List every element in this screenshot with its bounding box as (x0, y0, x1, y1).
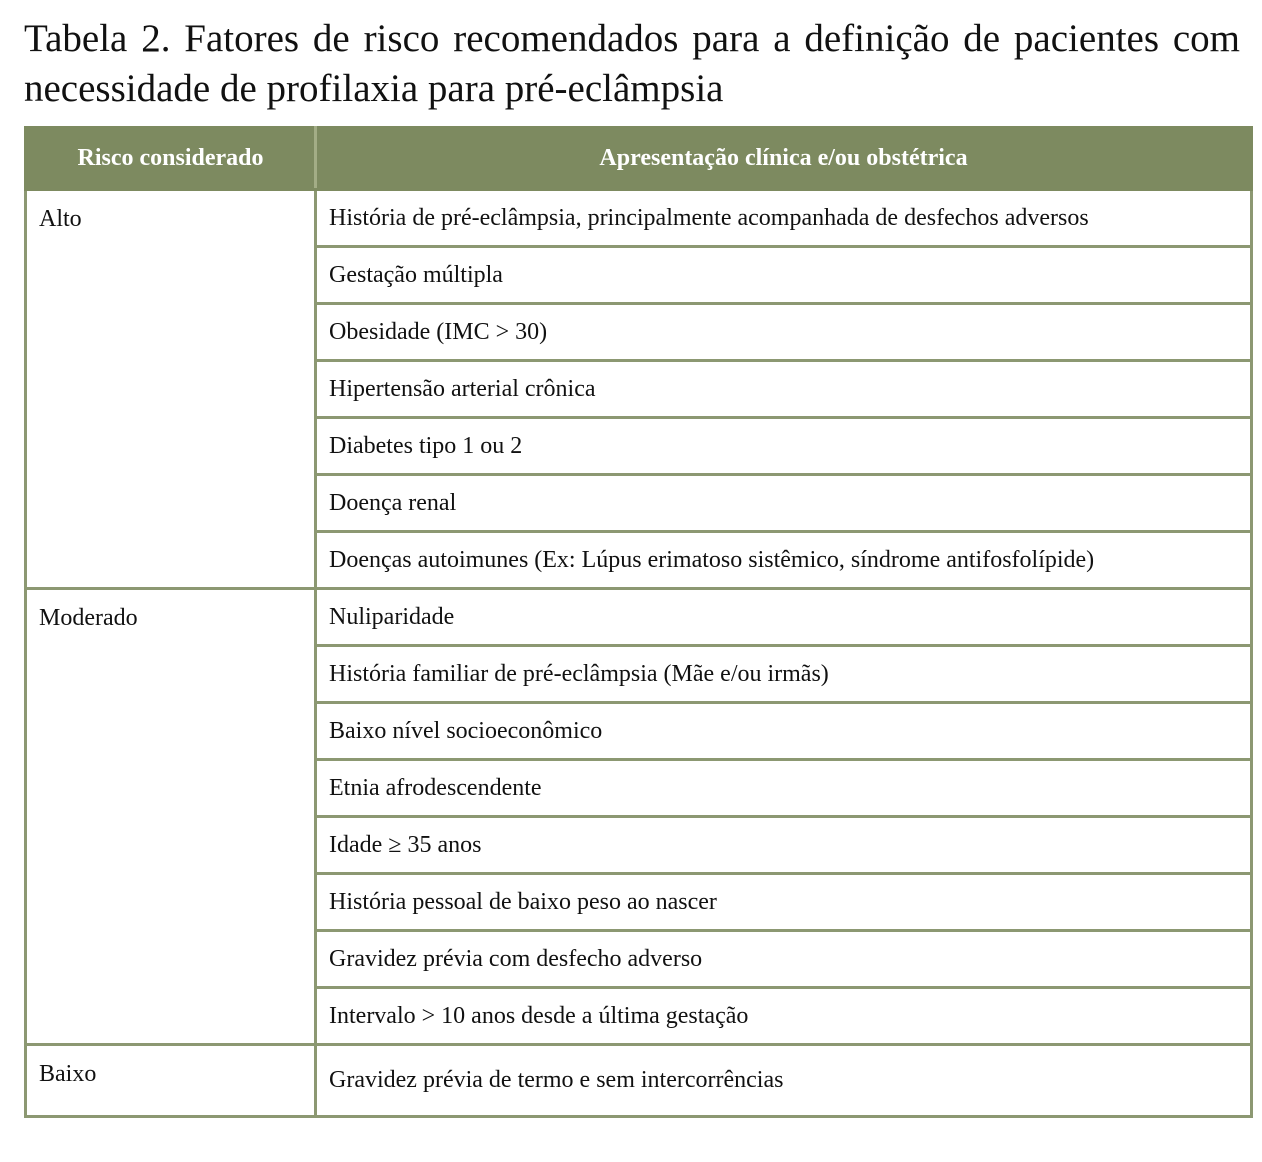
header-clinical-presentation: Apresentação clínica e/ou obstétrica (316, 128, 1252, 190)
table-row (26, 190, 1252, 247)
risk-level-low: Baixo (26, 1045, 316, 1117)
table-row (26, 589, 1252, 646)
table-cell: Doenças autoimunes (Ex: Lúpus erimatoso sistêmico, síndrome antifosfolípide) (316, 532, 1252, 589)
table-cell: Gestação múltipla (316, 247, 1252, 304)
table-cell: Baixo nível socioeconômico (316, 703, 1252, 760)
table-cell: Diabetes tipo 1 ou 2 (316, 418, 1252, 475)
table-header-row (26, 128, 1252, 190)
risk-level-moderate: Moderado (26, 589, 316, 1045)
table-caption: Tabela 2. Fatores de risco recomendados para a definição de pacientes com necessidade de profilaxia para pré-eclâmpsia (24, 17, 1240, 110)
table-cell: História pessoal de baixo peso ao nascer (316, 874, 1252, 931)
table-cell: História familiar de pré-eclâmpsia (Mãe e/ou irmãs) (316, 646, 1252, 703)
table-cell: História de pré-eclâmpsia, principalmente acompanhada de desfechos adversos (316, 190, 1252, 247)
table-cell: Gravidez prévia de termo e sem intercorrências (316, 1045, 1252, 1117)
table-cell: Idade ≥ 35 anos (316, 817, 1252, 874)
table-cell: Intervalo > 10 anos desde a última gestação (316, 988, 1252, 1045)
risk-level-high: Alto (26, 190, 316, 589)
table-cell: Hipertensão arterial crônica (316, 361, 1252, 418)
table-cell: Gravidez prévia com desfecho adverso (316, 931, 1252, 988)
table-cell: Doença renal (316, 475, 1252, 532)
header-risk-level: Risco considerado (26, 128, 316, 190)
table-cell: Etnia afrodescendente (316, 760, 1252, 817)
risk-factors-table (24, 126, 1253, 1118)
table-cell: Nuliparidade (316, 589, 1252, 646)
table-cell: Obesidade (IMC > 30) (316, 304, 1252, 361)
table-row (26, 1045, 1252, 1117)
